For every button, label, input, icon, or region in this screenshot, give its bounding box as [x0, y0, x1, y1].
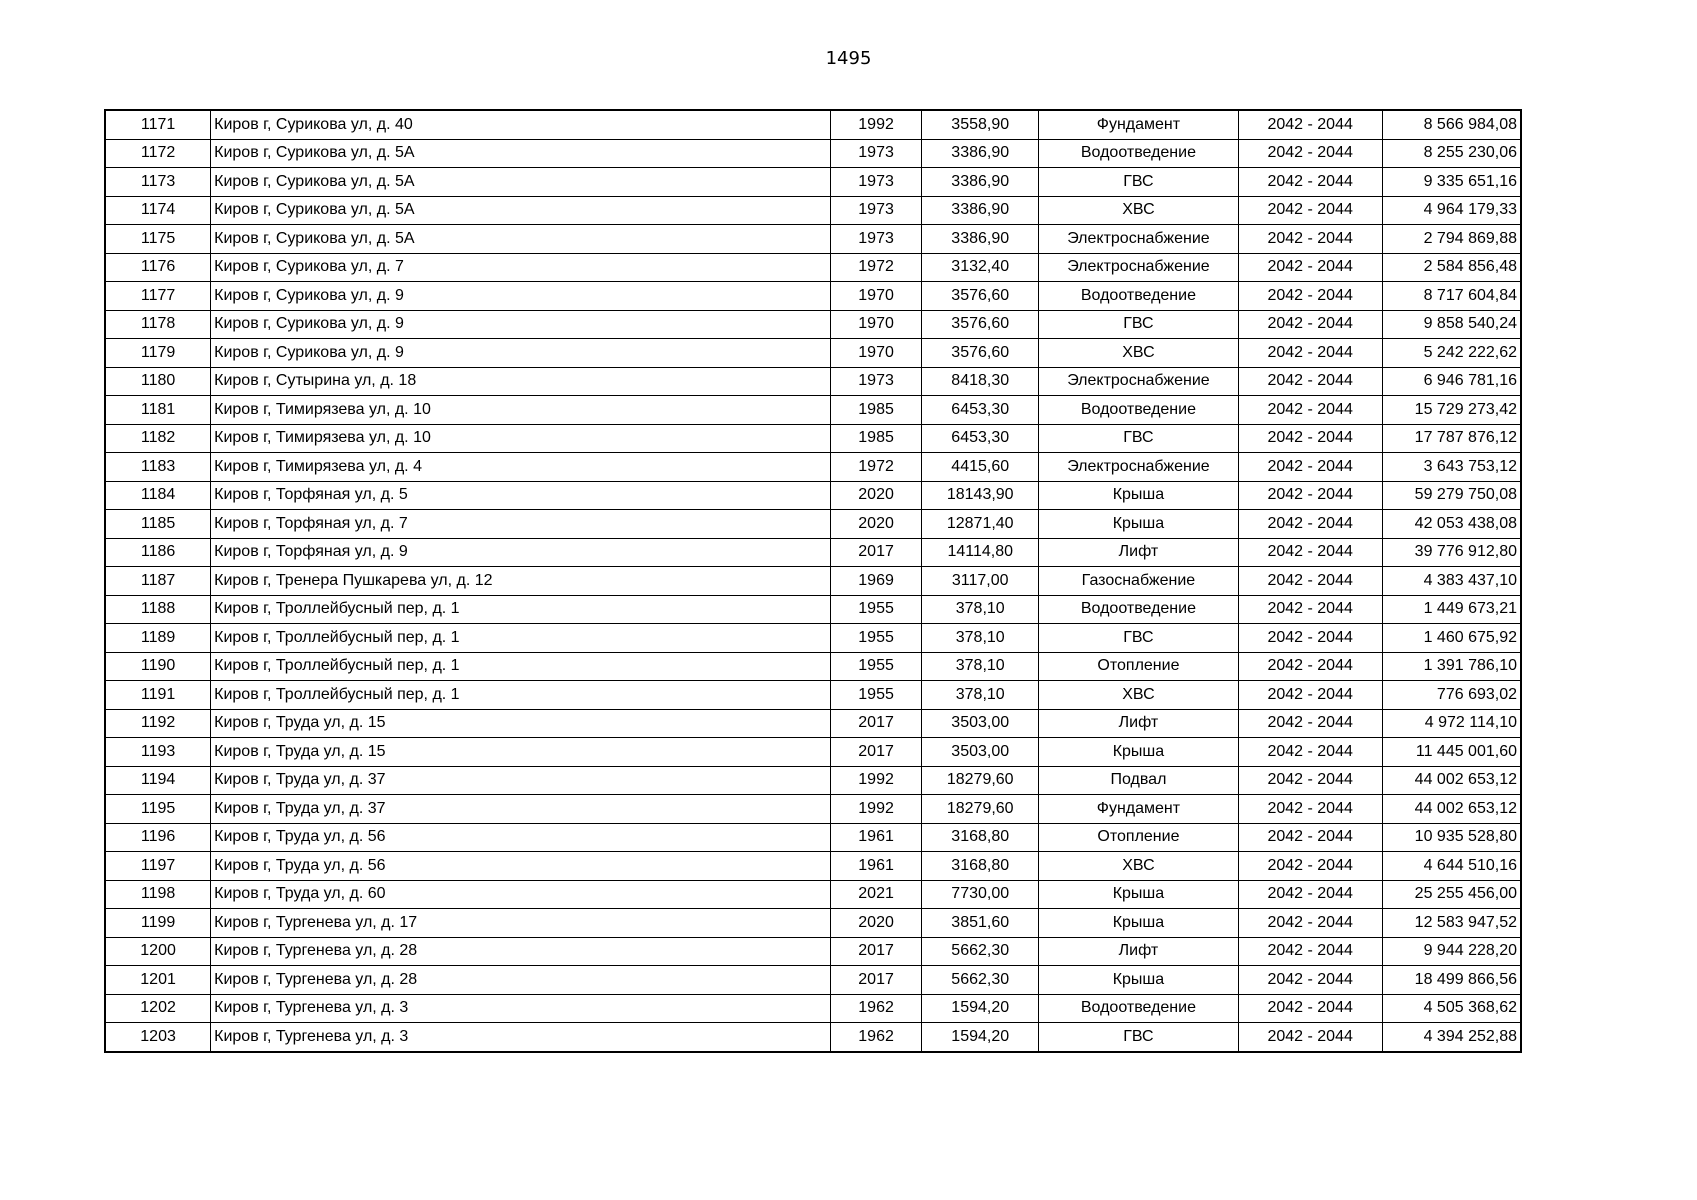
- cell-total-area: 3558,90: [922, 110, 1039, 139]
- cell-total-area: 4415,60: [922, 453, 1039, 482]
- table-row: [105, 453, 1521, 482]
- cell-work-type: Водоотведение: [1039, 396, 1238, 425]
- cell-estimated-cost: 25 255 456,00: [1382, 880, 1521, 909]
- cell-total-area: 1594,20: [922, 1023, 1039, 1052]
- cell-planned-period: 2042 - 2044: [1238, 168, 1382, 197]
- cell-total-area: 18143,90: [922, 481, 1039, 510]
- cell-planned-period: 2042 - 2044: [1238, 310, 1382, 339]
- table-row: [105, 481, 1521, 510]
- table-row: [105, 282, 1521, 311]
- cell-total-area: 3576,60: [922, 282, 1039, 311]
- cell-estimated-cost: 8 566 984,08: [1382, 110, 1521, 139]
- cell-address: Киров г, Труда ул, д. 60: [211, 880, 831, 909]
- cell-address: Киров г, Труда ул, д. 15: [211, 738, 831, 767]
- cell-address: Киров г, Троллейбусный пер, д. 1: [211, 652, 831, 681]
- table-row: [105, 909, 1521, 938]
- cell-commission-year: 1973: [831, 139, 922, 168]
- cell-row-number: 1202: [105, 994, 211, 1023]
- cell-address: Киров г, Труда ул, д. 37: [211, 766, 831, 795]
- table-row: [105, 310, 1521, 339]
- cell-total-area: 18279,60: [922, 795, 1039, 824]
- cell-row-number: 1201: [105, 966, 211, 995]
- cell-address: Киров г, Сурикова ул, д. 40: [211, 110, 831, 139]
- cell-row-number: 1198: [105, 880, 211, 909]
- cell-commission-year: 1992: [831, 795, 922, 824]
- cell-address: Киров г, Сурикова ул, д. 9: [211, 339, 831, 368]
- cell-address: Киров г, Сурикова ул, д. 5А: [211, 196, 831, 225]
- cell-work-type: Водоотведение: [1039, 595, 1238, 624]
- cell-row-number: 1177: [105, 282, 211, 311]
- table-row: [105, 110, 1521, 139]
- cell-row-number: 1190: [105, 652, 211, 681]
- cell-planned-period: 2042 - 2044: [1238, 823, 1382, 852]
- cell-planned-period: 2042 - 2044: [1238, 110, 1382, 139]
- cell-estimated-cost: 2 584 856,48: [1382, 253, 1521, 282]
- cell-estimated-cost: 9 944 228,20: [1382, 937, 1521, 966]
- cell-estimated-cost: 12 583 947,52: [1382, 909, 1521, 938]
- cell-commission-year: 1962: [831, 1023, 922, 1052]
- cell-planned-period: 2042 - 2044: [1238, 481, 1382, 510]
- cell-commission-year: 1969: [831, 567, 922, 596]
- table-row: [105, 595, 1521, 624]
- cell-address: Киров г, Сурикова ул, д. 9: [211, 282, 831, 311]
- cell-row-number: 1184: [105, 481, 211, 510]
- cell-commission-year: 2021: [831, 880, 922, 909]
- cell-commission-year: 1970: [831, 282, 922, 311]
- cell-estimated-cost: 39 776 912,80: [1382, 538, 1521, 567]
- cell-row-number: 1176: [105, 253, 211, 282]
- cell-total-area: 18279,60: [922, 766, 1039, 795]
- cell-row-number: 1195: [105, 795, 211, 824]
- cell-row-number: 1199: [105, 909, 211, 938]
- page-number: 1495: [825, 48, 872, 69]
- cell-planned-period: 2042 - 2044: [1238, 966, 1382, 995]
- cell-estimated-cost: 42 053 438,08: [1382, 510, 1521, 539]
- cell-planned-period: 2042 - 2044: [1238, 567, 1382, 596]
- cell-estimated-cost: 8 255 230,06: [1382, 139, 1521, 168]
- cell-commission-year: 1962: [831, 994, 922, 1023]
- cell-address: Киров г, Труда ул, д. 37: [211, 795, 831, 824]
- table-row: [105, 937, 1521, 966]
- cell-planned-period: 2042 - 2044: [1238, 339, 1382, 368]
- cell-row-number: 1194: [105, 766, 211, 795]
- cell-total-area: 3386,90: [922, 139, 1039, 168]
- cell-estimated-cost: 2 794 869,88: [1382, 225, 1521, 254]
- cell-total-area: 3503,00: [922, 738, 1039, 767]
- table-row: [105, 852, 1521, 881]
- cell-address: Киров г, Труда ул, д. 56: [211, 852, 831, 881]
- table-row: [105, 139, 1521, 168]
- cell-work-type: Крыша: [1039, 481, 1238, 510]
- cell-commission-year: 1973: [831, 196, 922, 225]
- cell-work-type: ГВС: [1039, 1023, 1238, 1052]
- cell-planned-period: 2042 - 2044: [1238, 681, 1382, 710]
- table-row: [105, 624, 1521, 653]
- cell-row-number: 1191: [105, 681, 211, 710]
- cell-planned-period: 2042 - 2044: [1238, 282, 1382, 311]
- cell-estimated-cost: 4 964 179,33: [1382, 196, 1521, 225]
- cell-planned-period: 2042 - 2044: [1238, 624, 1382, 653]
- table-row: [105, 709, 1521, 738]
- cell-total-area: 3386,90: [922, 196, 1039, 225]
- cell-row-number: 1188: [105, 595, 211, 624]
- table-row: [105, 168, 1521, 197]
- cell-row-number: 1179: [105, 339, 211, 368]
- cell-estimated-cost: 15 729 273,42: [1382, 396, 1521, 425]
- cell-estimated-cost: 44 002 653,12: [1382, 766, 1521, 795]
- cell-address: Киров г, Торфяная ул, д. 5: [211, 481, 831, 510]
- cell-total-area: 5662,30: [922, 937, 1039, 966]
- cell-planned-period: 2042 - 2044: [1238, 852, 1382, 881]
- cell-total-area: 378,10: [922, 652, 1039, 681]
- cell-planned-period: 2042 - 2044: [1238, 538, 1382, 567]
- table-row: [105, 225, 1521, 254]
- cell-estimated-cost: 776 693,02: [1382, 681, 1521, 710]
- cell-row-number: 1192: [105, 709, 211, 738]
- cell-planned-period: 2042 - 2044: [1238, 766, 1382, 795]
- cell-planned-period: 2042 - 2044: [1238, 909, 1382, 938]
- cell-total-area: 1594,20: [922, 994, 1039, 1023]
- cell-work-type: Фундамент: [1039, 110, 1238, 139]
- cell-work-type: ГВС: [1039, 624, 1238, 653]
- cell-work-type: ХВС: [1039, 339, 1238, 368]
- table-row: [105, 538, 1521, 567]
- cell-planned-period: 2042 - 2044: [1238, 196, 1382, 225]
- cell-total-area: 6453,30: [922, 396, 1039, 425]
- cell-address: Киров г, Труда ул, д. 15: [211, 709, 831, 738]
- table-row: [105, 510, 1521, 539]
- cell-work-type: Отопление: [1039, 823, 1238, 852]
- cell-estimated-cost: 5 242 222,62: [1382, 339, 1521, 368]
- cell-row-number: 1172: [105, 139, 211, 168]
- cell-address: Киров г, Труда ул, д. 56: [211, 823, 831, 852]
- cell-address: Киров г, Тургенева ул, д. 3: [211, 994, 831, 1023]
- cell-estimated-cost: 11 445 001,60: [1382, 738, 1521, 767]
- cell-commission-year: 1973: [831, 367, 922, 396]
- cell-address: Киров г, Тимирязева ул, д. 10: [211, 396, 831, 425]
- cell-commission-year: 2017: [831, 937, 922, 966]
- cell-total-area: 5662,30: [922, 966, 1039, 995]
- cell-planned-period: 2042 - 2044: [1238, 709, 1382, 738]
- cell-planned-period: 2042 - 2044: [1238, 937, 1382, 966]
- table-row: [105, 738, 1521, 767]
- cell-address: Киров г, Тургенева ул, д. 3: [211, 1023, 831, 1052]
- cell-address: Киров г, Сурикова ул, д. 9: [211, 310, 831, 339]
- cell-planned-period: 2042 - 2044: [1238, 253, 1382, 282]
- cell-planned-period: 2042 - 2044: [1238, 510, 1382, 539]
- table-row: [105, 253, 1521, 282]
- cell-commission-year: 1985: [831, 424, 922, 453]
- table-row: [105, 367, 1521, 396]
- cell-address: Киров г, Тимирязева ул, д. 10: [211, 424, 831, 453]
- cell-commission-year: 1973: [831, 168, 922, 197]
- cell-address: Киров г, Торфяная ул, д. 9: [211, 538, 831, 567]
- cell-work-type: Крыша: [1039, 510, 1238, 539]
- table-row: [105, 1023, 1521, 1052]
- cell-total-area: 3386,90: [922, 168, 1039, 197]
- cell-work-type: ХВС: [1039, 196, 1238, 225]
- cell-work-type: Электроснабжение: [1039, 225, 1238, 254]
- cell-address: Киров г, Тренера Пушкарева ул, д. 12: [211, 567, 831, 596]
- cell-address: Киров г, Троллейбусный пер, д. 1: [211, 595, 831, 624]
- cell-commission-year: 1955: [831, 595, 922, 624]
- cell-commission-year: 2017: [831, 709, 922, 738]
- cell-row-number: 1181: [105, 396, 211, 425]
- cell-total-area: 14114,80: [922, 538, 1039, 567]
- cell-estimated-cost: 10 935 528,80: [1382, 823, 1521, 852]
- cell-estimated-cost: 4 383 437,10: [1382, 567, 1521, 596]
- table-row: [105, 396, 1521, 425]
- cell-total-area: 378,10: [922, 624, 1039, 653]
- cell-planned-period: 2042 - 2044: [1238, 1023, 1382, 1052]
- cell-address: Киров г, Сурикова ул, д. 5А: [211, 139, 831, 168]
- cell-commission-year: 1955: [831, 624, 922, 653]
- cell-total-area: 3168,80: [922, 852, 1039, 881]
- table-row: [105, 567, 1521, 596]
- cell-estimated-cost: 6 946 781,16: [1382, 367, 1521, 396]
- cell-work-type: Лифт: [1039, 709, 1238, 738]
- cell-commission-year: 2017: [831, 738, 922, 767]
- cell-commission-year: 1970: [831, 310, 922, 339]
- cell-work-type: Электроснабжение: [1039, 453, 1238, 482]
- cell-estimated-cost: 3 643 753,12: [1382, 453, 1521, 482]
- cell-total-area: 3386,90: [922, 225, 1039, 254]
- cell-estimated-cost: 59 279 750,08: [1382, 481, 1521, 510]
- cell-row-number: 1187: [105, 567, 211, 596]
- cell-planned-period: 2042 - 2044: [1238, 738, 1382, 767]
- table-row: [105, 652, 1521, 681]
- cell-planned-period: 2042 - 2044: [1238, 880, 1382, 909]
- cell-planned-period: 2042 - 2044: [1238, 595, 1382, 624]
- cell-row-number: 1200: [105, 937, 211, 966]
- cell-address: Киров г, Сурикова ул, д. 7: [211, 253, 831, 282]
- cell-planned-period: 2042 - 2044: [1238, 453, 1382, 482]
- cell-planned-period: 2042 - 2044: [1238, 795, 1382, 824]
- cell-row-number: 1174: [105, 196, 211, 225]
- cell-address: Киров г, Сутырина ул, д. 18: [211, 367, 831, 396]
- cell-work-type: Отопление: [1039, 652, 1238, 681]
- table-row: [105, 994, 1521, 1023]
- cell-estimated-cost: 4 644 510,16: [1382, 852, 1521, 881]
- cell-work-type: ХВС: [1039, 852, 1238, 881]
- cell-estimated-cost: 1 391 786,10: [1382, 652, 1521, 681]
- cell-work-type: Водоотведение: [1039, 139, 1238, 168]
- cell-row-number: 1197: [105, 852, 211, 881]
- cell-work-type: Газоснабжение: [1039, 567, 1238, 596]
- cell-row-number: 1185: [105, 510, 211, 539]
- cell-work-type: Водоотведение: [1039, 282, 1238, 311]
- cell-address: Киров г, Тургенева ул, д. 28: [211, 937, 831, 966]
- cell-row-number: 1183: [105, 453, 211, 482]
- cell-commission-year: 2020: [831, 481, 922, 510]
- cell-planned-period: 2042 - 2044: [1238, 994, 1382, 1023]
- cell-total-area: 3117,00: [922, 567, 1039, 596]
- cell-total-area: 3851,60: [922, 909, 1039, 938]
- cell-total-area: 3503,00: [922, 709, 1039, 738]
- cell-row-number: 1182: [105, 424, 211, 453]
- cell-row-number: 1173: [105, 168, 211, 197]
- cell-work-type: Лифт: [1039, 538, 1238, 567]
- cell-total-area: 378,10: [922, 681, 1039, 710]
- cell-row-number: 1203: [105, 1023, 211, 1052]
- cell-planned-period: 2042 - 2044: [1238, 396, 1382, 425]
- table-row: [105, 966, 1521, 995]
- cell-work-type: ГВС: [1039, 168, 1238, 197]
- cell-total-area: 7730,00: [922, 880, 1039, 909]
- cell-commission-year: 1972: [831, 453, 922, 482]
- cell-commission-year: 2020: [831, 510, 922, 539]
- cell-total-area: 3132,40: [922, 253, 1039, 282]
- table-row: [105, 424, 1521, 453]
- cell-work-type: Электроснабжение: [1039, 367, 1238, 396]
- cell-commission-year: 1973: [831, 225, 922, 254]
- table-row: [105, 766, 1521, 795]
- cell-address: Киров г, Тургенева ул, д. 28: [211, 966, 831, 995]
- cell-estimated-cost: 44 002 653,12: [1382, 795, 1521, 824]
- cell-row-number: 1175: [105, 225, 211, 254]
- cell-address: Киров г, Сурикова ул, д. 5А: [211, 225, 831, 254]
- cell-planned-period: 2042 - 2044: [1238, 652, 1382, 681]
- cell-total-area: 12871,40: [922, 510, 1039, 539]
- cell-commission-year: 1992: [831, 110, 922, 139]
- cell-commission-year: 1961: [831, 852, 922, 881]
- cell-address: Киров г, Сурикова ул, д. 5А: [211, 168, 831, 197]
- cell-planned-period: 2042 - 2044: [1238, 139, 1382, 168]
- table-row: [105, 795, 1521, 824]
- cell-commission-year: 2017: [831, 966, 922, 995]
- table-row: [105, 880, 1521, 909]
- cell-total-area: 378,10: [922, 595, 1039, 624]
- cell-commission-year: 1955: [831, 681, 922, 710]
- cell-work-type: Фундамент: [1039, 795, 1238, 824]
- cell-commission-year: 1992: [831, 766, 922, 795]
- cell-work-type: Водоотведение: [1039, 994, 1238, 1023]
- cell-work-type: ГВС: [1039, 424, 1238, 453]
- cell-estimated-cost: 4 505 368,62: [1382, 994, 1521, 1023]
- cell-estimated-cost: 17 787 876,12: [1382, 424, 1521, 453]
- cell-row-number: 1178: [105, 310, 211, 339]
- table-row: [105, 681, 1521, 710]
- cell-work-type: Крыша: [1039, 880, 1238, 909]
- cell-work-type: Крыша: [1039, 909, 1238, 938]
- cell-commission-year: 1970: [831, 339, 922, 368]
- cell-commission-year: 2017: [831, 538, 922, 567]
- cell-row-number: 1171: [105, 110, 211, 139]
- cell-total-area: 3168,80: [922, 823, 1039, 852]
- cell-address: Киров г, Тимирязева ул, д. 4: [211, 453, 831, 482]
- table-body: [105, 110, 1521, 1052]
- table-row: [105, 339, 1521, 368]
- cell-estimated-cost: 9 335 651,16: [1382, 168, 1521, 197]
- cell-total-area: 3576,60: [922, 310, 1039, 339]
- cell-address: Киров г, Торфяная ул, д. 7: [211, 510, 831, 539]
- cell-planned-period: 2042 - 2044: [1238, 424, 1382, 453]
- cell-estimated-cost: 18 499 866,56: [1382, 966, 1521, 995]
- cell-address: Киров г, Троллейбусный пер, д. 1: [211, 681, 831, 710]
- cell-commission-year: 1961: [831, 823, 922, 852]
- repair-schedule-table: [104, 109, 1522, 1053]
- cell-commission-year: 1955: [831, 652, 922, 681]
- cell-work-type: Электроснабжение: [1039, 253, 1238, 282]
- cell-work-type: Крыша: [1039, 966, 1238, 995]
- table-row: [105, 823, 1521, 852]
- cell-work-type: Подвал: [1039, 766, 1238, 795]
- cell-work-type: ГВС: [1039, 310, 1238, 339]
- cell-commission-year: 1985: [831, 396, 922, 425]
- cell-commission-year: 1972: [831, 253, 922, 282]
- cell-total-area: 3576,60: [922, 339, 1039, 368]
- cell-estimated-cost: 4 394 252,88: [1382, 1023, 1521, 1052]
- cell-total-area: 8418,30: [922, 367, 1039, 396]
- cell-row-number: 1196: [105, 823, 211, 852]
- cell-row-number: 1189: [105, 624, 211, 653]
- cell-estimated-cost: 1 460 675,92: [1382, 624, 1521, 653]
- cell-planned-period: 2042 - 2044: [1238, 367, 1382, 396]
- table-row: [105, 196, 1521, 225]
- cell-row-number: 1180: [105, 367, 211, 396]
- cell-address: Киров г, Тургенева ул, д. 17: [211, 909, 831, 938]
- cell-commission-year: 2020: [831, 909, 922, 938]
- cell-row-number: 1186: [105, 538, 211, 567]
- cell-estimated-cost: 8 717 604,84: [1382, 282, 1521, 311]
- cell-work-type: ХВС: [1039, 681, 1238, 710]
- cell-estimated-cost: 4 972 114,10: [1382, 709, 1521, 738]
- cell-planned-period: 2042 - 2044: [1238, 225, 1382, 254]
- cell-estimated-cost: 1 449 673,21: [1382, 595, 1521, 624]
- cell-total-area: 6453,30: [922, 424, 1039, 453]
- cell-address: Киров г, Троллейбусный пер, д. 1: [211, 624, 831, 653]
- cell-work-type: Крыша: [1039, 738, 1238, 767]
- cell-estimated-cost: 9 858 540,24: [1382, 310, 1521, 339]
- cell-work-type: Лифт: [1039, 937, 1238, 966]
- cell-row-number: 1193: [105, 738, 211, 767]
